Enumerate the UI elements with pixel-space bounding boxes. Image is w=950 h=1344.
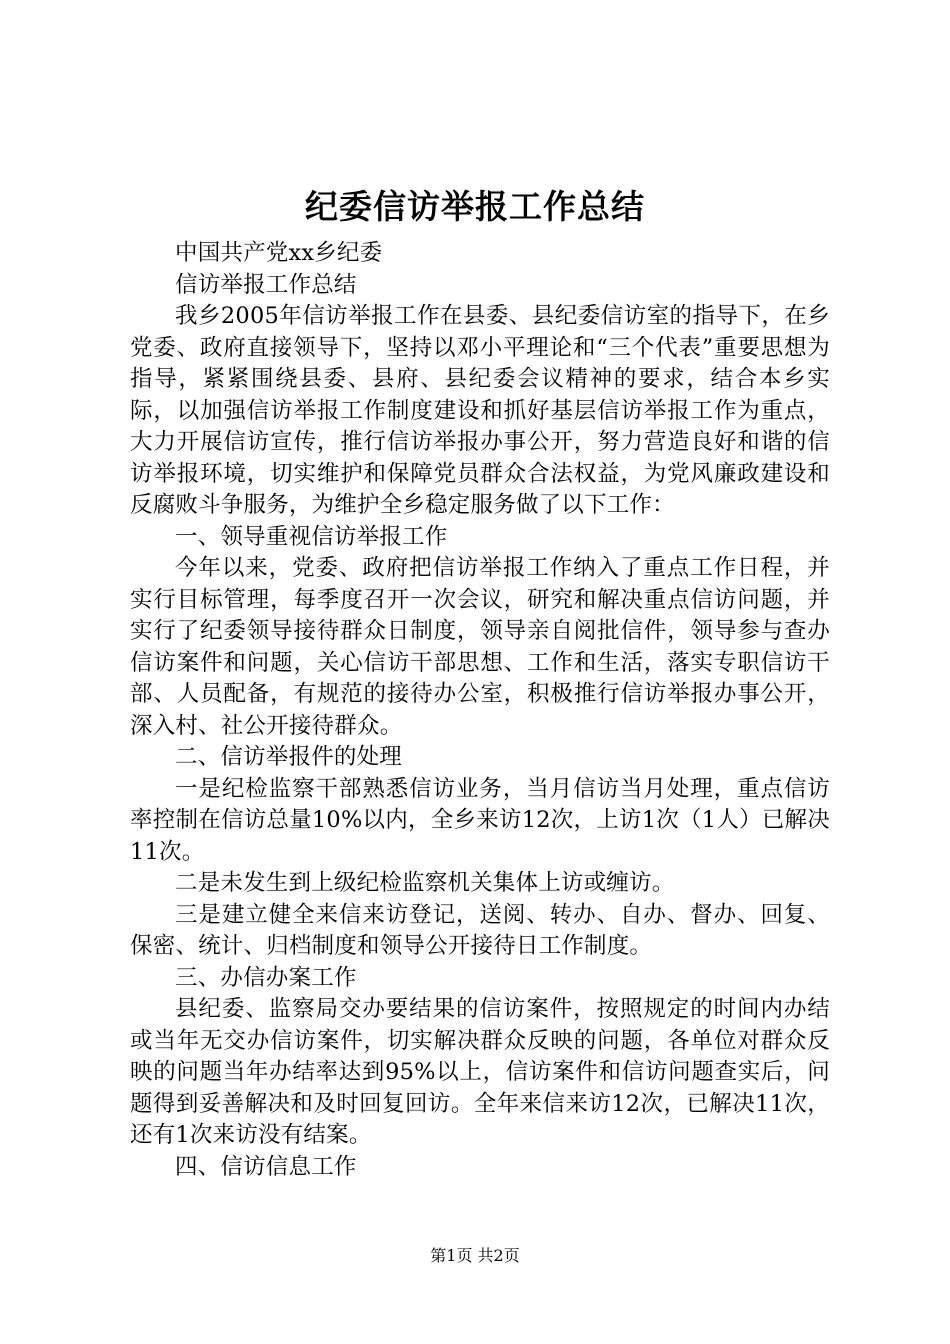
paragraph-section-1: 今年以来，党委、政府把信访举报工作纳入了重点工作日程，并实行目标管理，每季度召开一次会议，研究和解决重点信访问题，并实行了纪委领导接待群众日制度，领导亲自阅批信件，领导参与查办信访案件和问题，关心信访干部思想、工作和生活，落实专职信访干部、人员配备，有规范的接待办公室，积极推行信访举报办事公开，深入村、社公开接待群众。 (130, 555, 830, 739)
paragraph-section-3: 县纪委、监察局交办要结果的信访案件，按照规定的时间内办结或当年无交办信访案件，切实解决群众反映的问题，各单位对群众反映的问题当年办结率达到95%以上，信访案件和信访问题查实后，问题得到妥善解决和及时回复回访。全年来信来访12次，已解决11次，还有1次来访没有结案。 (130, 996, 830, 1148)
paragraph-section-2-item-2: 二是未发生到上级纪检监察机关集体上访或缠访。 (175, 870, 675, 896)
paragraph-org-name: 中国共产党xx乡纪委 (175, 240, 383, 266)
section-heading-1: 一、领导重视信访举报工作 (175, 523, 448, 550)
paragraph-intro: 我乡2005年信访举报工作在县委、县纪委信访室的指导下，在乡党委、政府直接领导下，坚持以邓小平理论和“三个代表”重要思想为指导，紧紧围绕县委、县府、县纪委会议精神的要求，结合本乡实际，以加强信访举报工作制度建设和抓好基层信访举报工作为重点，大力开展信访宣传，推行信访举报办事公开，努力营造良好和谐的信访举报环境，切实维护和保障党员群众合法权益，为党风廉政建设和反腐败斗争服务，为维护全乡稳定服务做了以下工作： (130, 303, 830, 518)
document-title: 纪委信访举报工作总结 (305, 187, 645, 226)
page-footer: 第1页 共2页 (430, 1246, 520, 1265)
paragraph-subtitle: 信访举报工作总结 (175, 271, 357, 298)
section-heading-4: 四、信访信息工作 (175, 1153, 357, 1180)
section-heading-3: 三、办信办案工作 (175, 964, 357, 991)
paragraph-section-2-item-1: 一是纪检监察干部熟悉信访业务，当月信访当月处理，重点信访率控制在信访总量10%以内，全乡来访12次，上访1次（1人）已解决11次。 (130, 775, 830, 865)
document-body (130, 238, 830, 1183)
paragraph-section-2-item-3: 三是建立健全来信来访登记，送阅、转办、自办、督办、回复、保密、统计、归档制度和领导公开接待日工作制度。 (130, 901, 830, 959)
section-heading-2: 二、信访举报件的处理 (175, 744, 403, 770)
